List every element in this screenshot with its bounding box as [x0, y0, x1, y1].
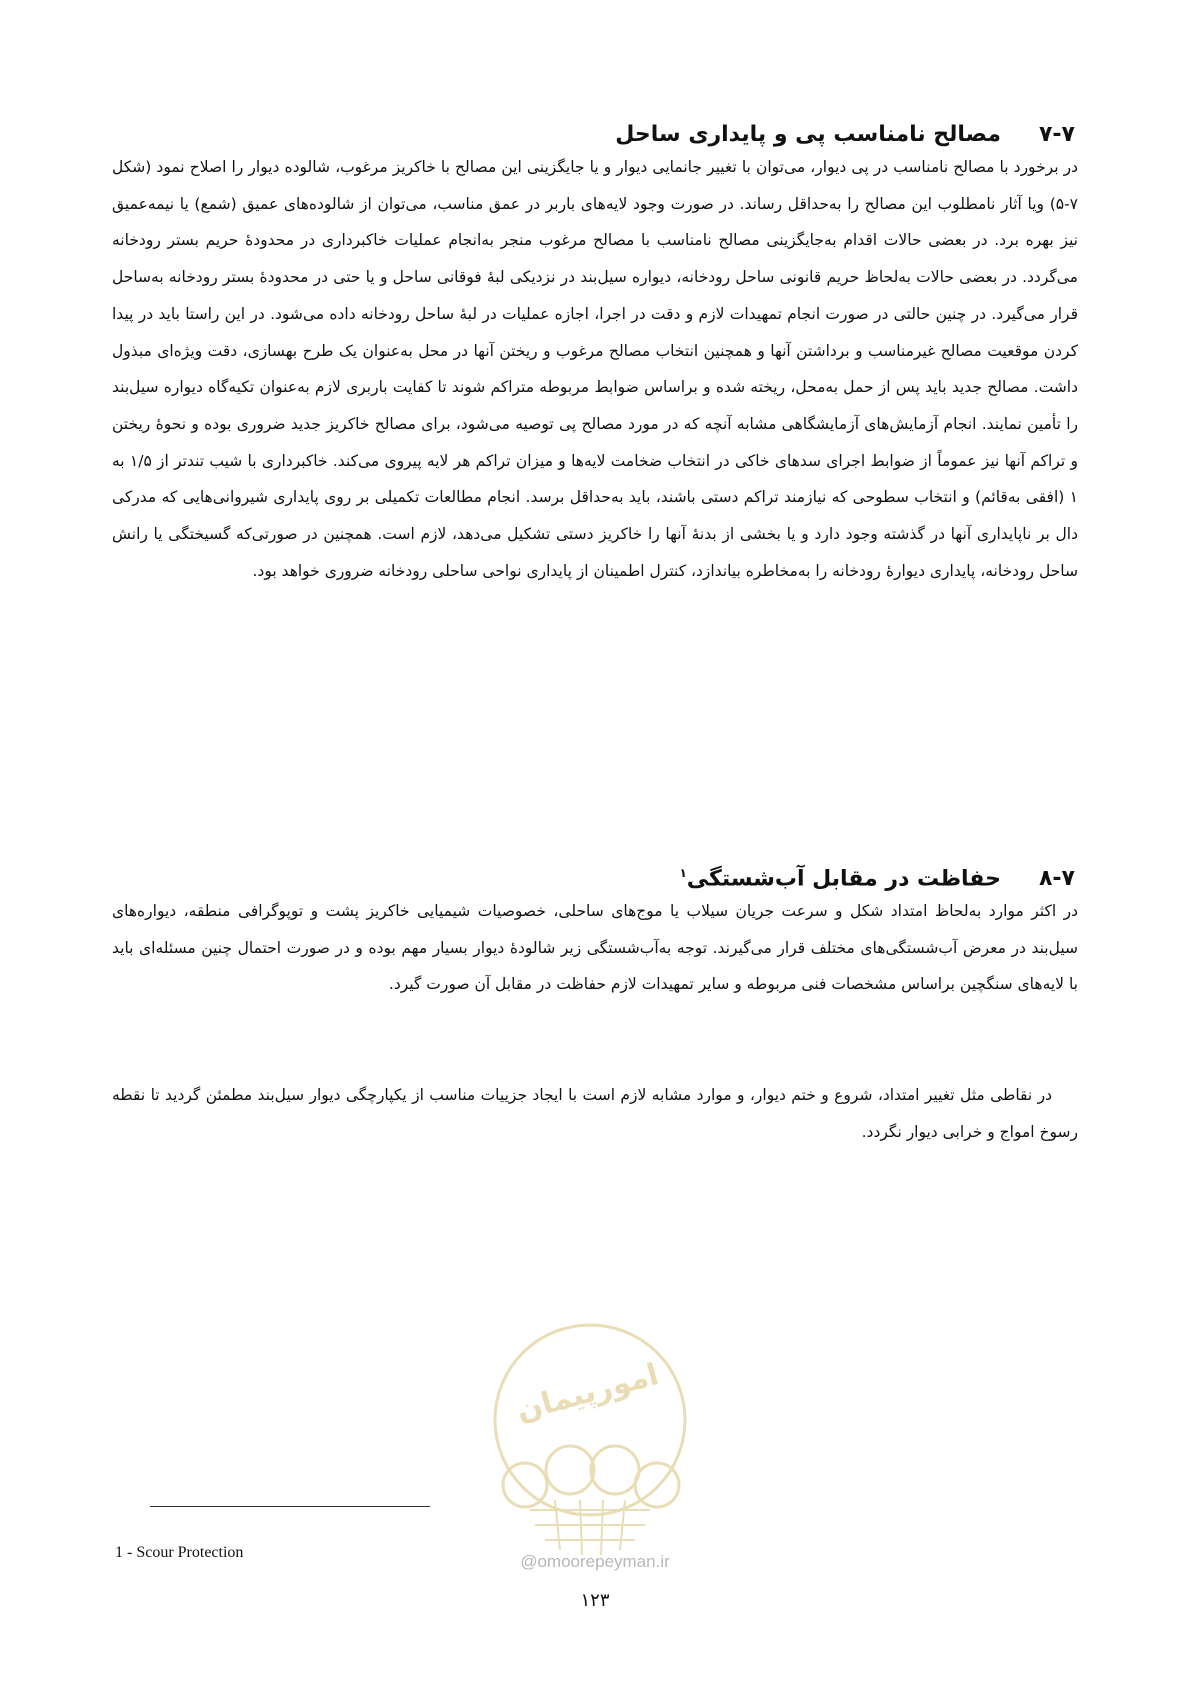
logo-text: امورپیمان	[512, 1357, 663, 1429]
paragraph-scour-details: در نقاطی مثل تغییر امتداد، شروع و ختم دیوار، و موارد مشابه لازم است با ایجاد جزییات مناسب از یکپارچگی دیوار سیل‌بند مطمئن گردید تا نقطه رسوخ امواج و خرابی دیوار نگردد.	[112, 1086, 1078, 1141]
section-heading-7-7	[615, 122, 1075, 147]
gear-icon	[546, 1446, 594, 1494]
section-number: ۷-۷	[1039, 122, 1075, 147]
footnote-divider	[150, 1506, 430, 1507]
page-number: ۱۲۳	[580, 1590, 610, 1611]
footnote-mark: ۱	[679, 866, 687, 880]
section-title: مصالح نامناسب پی و پایداری ساحل	[615, 122, 1001, 147]
gear-icons	[503, 1446, 679, 1507]
section-heading-7-8	[679, 866, 1075, 891]
gear-icon	[591, 1446, 639, 1494]
gear-icon	[635, 1463, 679, 1507]
footnote: 1 - Scour Protection	[115, 1544, 244, 1561]
section-title: حفاظت در مقابل آب‌شستگی	[686, 866, 1001, 892]
grid-base-icon	[530, 1500, 650, 1555]
section-number: ۸-۷	[1039, 866, 1075, 892]
paragraph-scour-intro: در اکثر موارد به‌لحاظ امتداد شکل و سرعت جریان سیلاب یا موج‌های ساحلی، خصوصیات شیمیایی خاکریز پشت و توپوگرافی منطقه، دیواره‌های سیل‌بند در معرض آب‌شستگی‌های مختلف قرار می‌گیرند. توجه به‌آب‌شستگی زیر شالودهٔ دیوار بسیار مهم بوده و در صورت احتمال چنین مسئله‌ای باید با لایه‌های سنگچین براساس مشخصات فنی مربوطه و سایر تمهیدات لازم حفاظت در مقابل آن صورت گیرد.	[112, 902, 1078, 994]
watermark-url: @omoorepeyman.ir	[520, 1552, 670, 1571]
paragraph-foundation-materials: در برخورد با مصالح نامناسب در پی دیوار، می‌توان با تغییر جانمایی دیوار و یا جایگزینی این مصالح با خاکریز مرغوب، شالوده دیوار را اصلاح نمود (شکل ۷-۵) ویا آثار نامطلوب این مصالح را به‌حداقل رساند. در صورت وجود لایه‌های باربر در عمق مناسب، می‌توان از شالوده‌های عمیق (شمع) یا نیمه‌عمیق نیز بهره برد. در بعضی حالات اقدام به‌جایگزینی مصالح نامناسب با مصالح مرغوب منجر به‌انجام عملیات خاکبرداری در محدودهٔ حریم بستر رودخانه می‌گردد. در بعضی حالات به‌لحاظ حریم قانونی ساحل رودخانه، دیواره سیل‌بند در نزدیکی لبهٔ فوقانی ساحل و یا حتی در محدودهٔ بستر رودخانه به‌ساحل قرار می‌گیرد. در چنین حالتی در صورت انجام تمهیدات لازم و دقت در اجرا، اجازه عملیات در لبهٔ ساحل رودخانه داده می‌شود. در این راستا باید در پیدا کردن موقعیت مصالح غیرمناسب و برداشتن آنها و همچنین انتخاب مصالح مرغوب و ریختن آنها در محل به‌عنوان یک طرح بهسازی، دقت ویژه‌ای مبذول داشت. مصالح جدید باید پس از حمل به‌محل، ریخته شده و براساس ضوابط مربوطه متراکم شوند تا کفایت باربری لازم به‌عنوان تکیه‌گاه دیواره سیل‌بند را تأمین نمایند. انجام آزمایش‌های آزمایشگاهی مشابه آنچه که در مورد مصالح پی توصیه می‌شود، برای مصالح خاکریز جدید ضروری بوده و نحوهٔ ریختن و تراکم آنها نیز عموماً از ضوابط اجرای سدهای خاکی در انتخاب ضخامت لایه‌ها و میزان تراکم هر لایه پیروی می‌کند. خاکبرداری با شیب تندتر از ۱/۵ به ۱ (افقی به‌قائم) و انتخاب سطوحی که نیازمند تراکم دستی باشند، باید به‌حداقل برسد. انجام مطالعات تکمیلی بر روی پایداری شیروانی‌هایی که مدرکی دال بر ناپایداری آنها در گذشته وجود دارد و یا بخشی از بدنهٔ آنها را خاکریز دستی تشکیل می‌دهد، لازم است. همچنین در صورتی‌که گسیختگی یا رانش ساحل رودخانه، پایداری دیوارهٔ رودخانه را به‌مخاطره بیاندازد، کنترل اطمینان از پایداری نواحی ساحلی رودخانه ضروری خواهد بود.	[112, 158, 1078, 580]
gear-icon	[503, 1463, 547, 1507]
watermark-logo	[485, 1320, 695, 1560]
